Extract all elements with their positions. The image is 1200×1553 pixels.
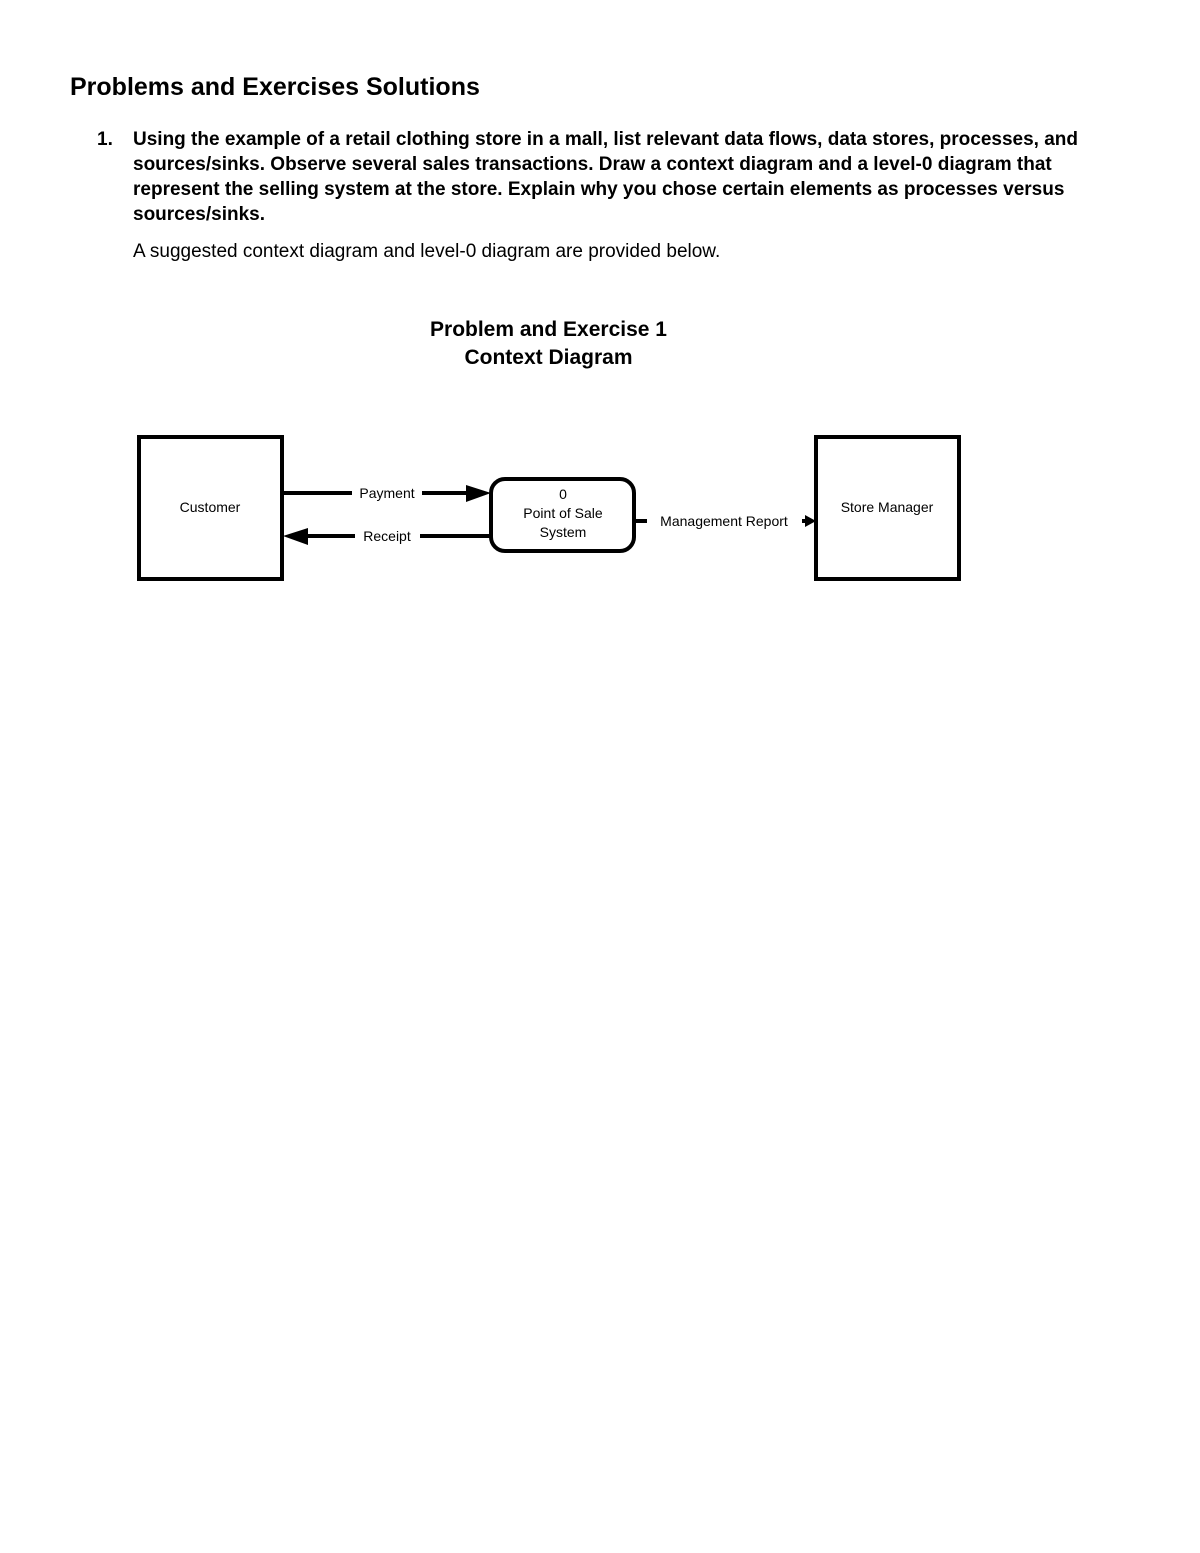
figure-title-line2: Context Diagram <box>464 346 633 369</box>
question-number: 1. <box>97 129 113 150</box>
management-report-flow-label: Management Report <box>660 513 788 529</box>
payment-flow-label: Payment <box>359 485 415 501</box>
page-title: Problems and Exercises Solutions <box>70 73 480 101</box>
receipt-flow-label: Receipt <box>363 528 411 544</box>
customer-entity-label: Customer <box>179 499 241 515</box>
process-name-line1: Point of Sale <box>523 505 603 521</box>
question-text: Using the example of a retail clothing store in a mall, list relevant data flows, data stores, processes, and sources/sinks. Observe several sales transactions. Draw a context diagram and a level-0 diagram that represent the selling system at the store. Explain why you chose certain elements as processes versus sources/sinks. <box>133 129 1079 225</box>
context-diagram <box>0 0 1200 620</box>
store-manager-entity-label: Store Manager <box>840 499 934 515</box>
process-name-line2: System <box>539 524 587 540</box>
process-id: 0 <box>559 486 567 502</box>
answer-text: A suggested context diagram and level-0 diagram are provided below. <box>133 241 721 262</box>
figure-title-line1: Problem and Exercise 1 <box>430 318 667 341</box>
